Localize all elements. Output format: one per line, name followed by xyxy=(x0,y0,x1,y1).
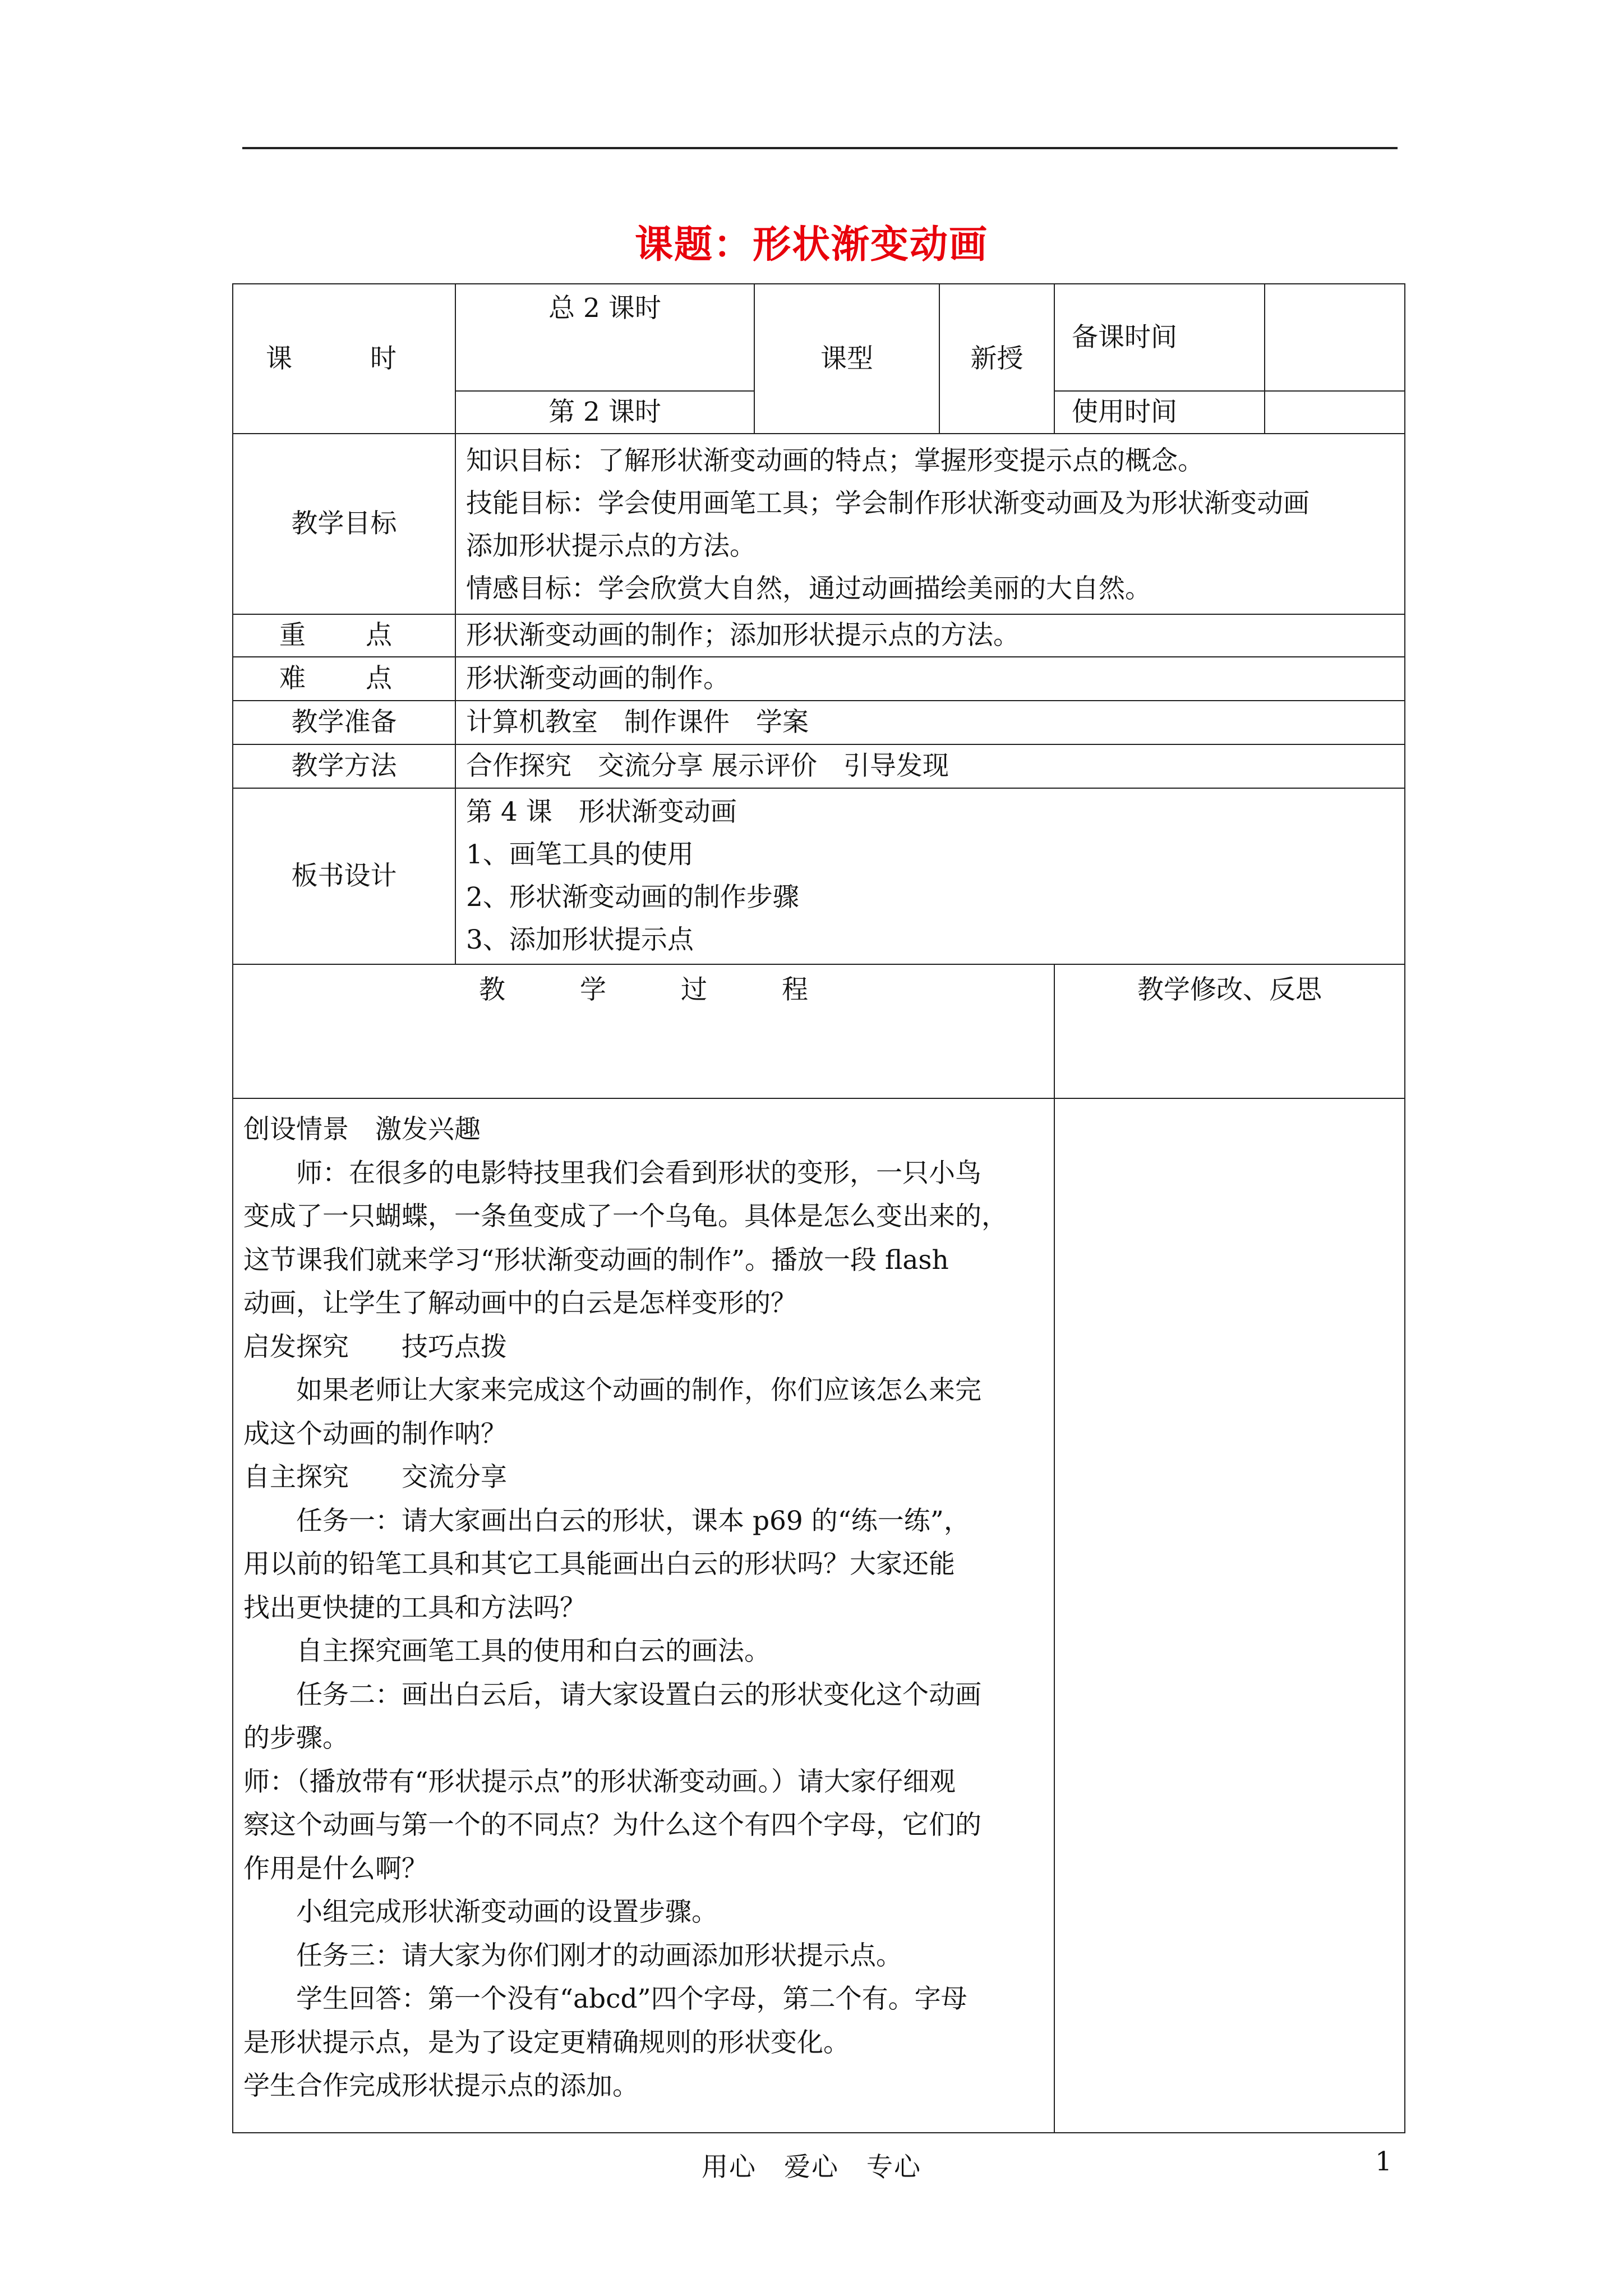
difficulty-label: 难 点 xyxy=(233,657,455,701)
board-design-content xyxy=(455,788,1405,964)
objective-line: 添加形状提示点的方法。 xyxy=(466,531,756,562)
page-number: 1 xyxy=(1375,2146,1392,2177)
process-paragraph: 变成了一只蝴蝶，一条鱼变成了一个乌龟。具体是怎么变出来的， xyxy=(243,1201,1008,1232)
method-label: 教学方法 xyxy=(233,744,455,788)
prep-time-value xyxy=(1265,284,1405,391)
key-point-text: 形状渐变动画的制作；添加形状提示点的方法。 xyxy=(455,614,1405,657)
process-paragraph: 小组完成形状渐变动画的设置步骤。 xyxy=(296,1897,718,1927)
use-time-value xyxy=(1265,391,1405,434)
process-paragraph: 的步骤。 xyxy=(243,1723,349,1754)
page-title: 课题：形状渐变动画 xyxy=(634,222,988,267)
prep-time-label: 备课时间 xyxy=(1054,284,1265,391)
lesson-type-label: 课型 xyxy=(754,284,939,434)
objective-line: 情感目标：学会欣赏大自然，通过动画描绘美丽的大自然。 xyxy=(466,573,1151,604)
header-rule xyxy=(242,147,1398,149)
footer-motto: 用心 爱心 专心 xyxy=(702,2152,921,2183)
process-paragraph: 师：在很多的电影特技里我们会看到形状的变形，一只小鸟 xyxy=(296,1157,981,1189)
objectives-label: 教学目标 xyxy=(233,434,455,614)
process-body xyxy=(233,1098,1054,2133)
process-paragraph: 是形状提示点，是为了设定更精确规则的形状变化。 xyxy=(243,2027,850,2058)
total-hours: 总 2 课时 xyxy=(455,284,754,391)
process-paragraph: 师：（播放带有“形状提示点”的形状渐变动画。）请大家仔细观 xyxy=(243,1766,956,1797)
board-design-label: 板书设计 xyxy=(233,788,455,964)
board-line: 第 4 课 形状渐变动画 xyxy=(466,797,737,827)
reflection-body xyxy=(1054,1098,1405,2133)
reflection-header: 教学修改、反思 xyxy=(1054,964,1405,1098)
process-paragraph: 作用是什么啊？ xyxy=(243,1853,428,1884)
process-paragraph: 学生回答：第一个没有“abcd”四个字母，第二个有。字母 xyxy=(296,1984,967,2014)
board-line: 2、形状渐变动画的制作步骤 xyxy=(466,882,799,913)
process-paragraph: 用以前的铅笔工具和其它工具能画出白云的形状吗？大家还能 xyxy=(243,1549,955,1580)
lesson-plan-table xyxy=(232,283,1405,2133)
objectives-content xyxy=(455,434,1405,614)
method-text: 合作探究 交流分享 展示评价 引导发现 xyxy=(455,744,1405,788)
process-paragraph: 创设情景 激发兴趣 xyxy=(243,1114,481,1145)
process-paragraph: 学生合作完成形状提示点的添加。 xyxy=(243,2070,639,2101)
class-hours-label: 课 时 xyxy=(233,284,455,434)
process-header: 教 学 过 程 xyxy=(233,964,1054,1098)
key-point-label: 重 点 xyxy=(233,614,455,657)
process-paragraph: 自主探究 交流分享 xyxy=(243,1462,507,1493)
lesson-type-value: 新授 xyxy=(939,284,1054,434)
difficulty-text: 形状渐变动画的制作。 xyxy=(455,657,1405,701)
preparation-text: 计算机教室 制作课件 学案 xyxy=(455,701,1405,744)
process-paragraph: 任务三：请大家为你们刚才的动画添加形状提示点。 xyxy=(296,1940,902,1971)
process-paragraph: 成这个动画的制作呐？ xyxy=(243,1418,507,1450)
board-line: 1、画笔工具的使用 xyxy=(466,839,694,870)
board-line: 3、添加形状提示点 xyxy=(466,924,694,955)
process-paragraph: 这节课我们就来学习“形状渐变动画的制作”。播放一段 flash xyxy=(243,1244,949,1276)
objective-line: 技能目标：学会使用画笔工具；学会制作形状渐变动画及为形状渐变动画 xyxy=(466,488,1310,519)
process-paragraph: 察这个动画与第一个的不同点？为什么这个有四个字母，它们的 xyxy=(243,1810,981,1841)
current-hour: 第 2 课时 xyxy=(455,391,754,434)
process-paragraph: 启发探究 技巧点拨 xyxy=(243,1331,507,1363)
objective-line: 知识目标：了解形状渐变动画的特点；掌握形变提示点的概念。 xyxy=(466,445,1204,476)
process-paragraph: 找出更快捷的工具和方法吗？ xyxy=(243,1592,586,1623)
process-paragraph: 动画，让学生了解动画中的白云是怎样变形的？ xyxy=(243,1288,797,1319)
process-paragraph: 如果老师让大家来完成这个动画的制作，你们应该怎么来完 xyxy=(296,1375,981,1406)
preparation-label: 教学准备 xyxy=(233,701,455,744)
use-time-label: 使用时间 xyxy=(1054,391,1265,434)
process-paragraph: 任务二：画出白云后，请大家设置白云的形状变化这个动画 xyxy=(296,1679,981,1710)
process-paragraph: 自主探究画笔工具的使用和白云的画法。 xyxy=(296,1636,771,1667)
process-paragraph: 任务一：请大家画出白云的形状，课本 p69 的“练一练”， xyxy=(296,1505,970,1536)
